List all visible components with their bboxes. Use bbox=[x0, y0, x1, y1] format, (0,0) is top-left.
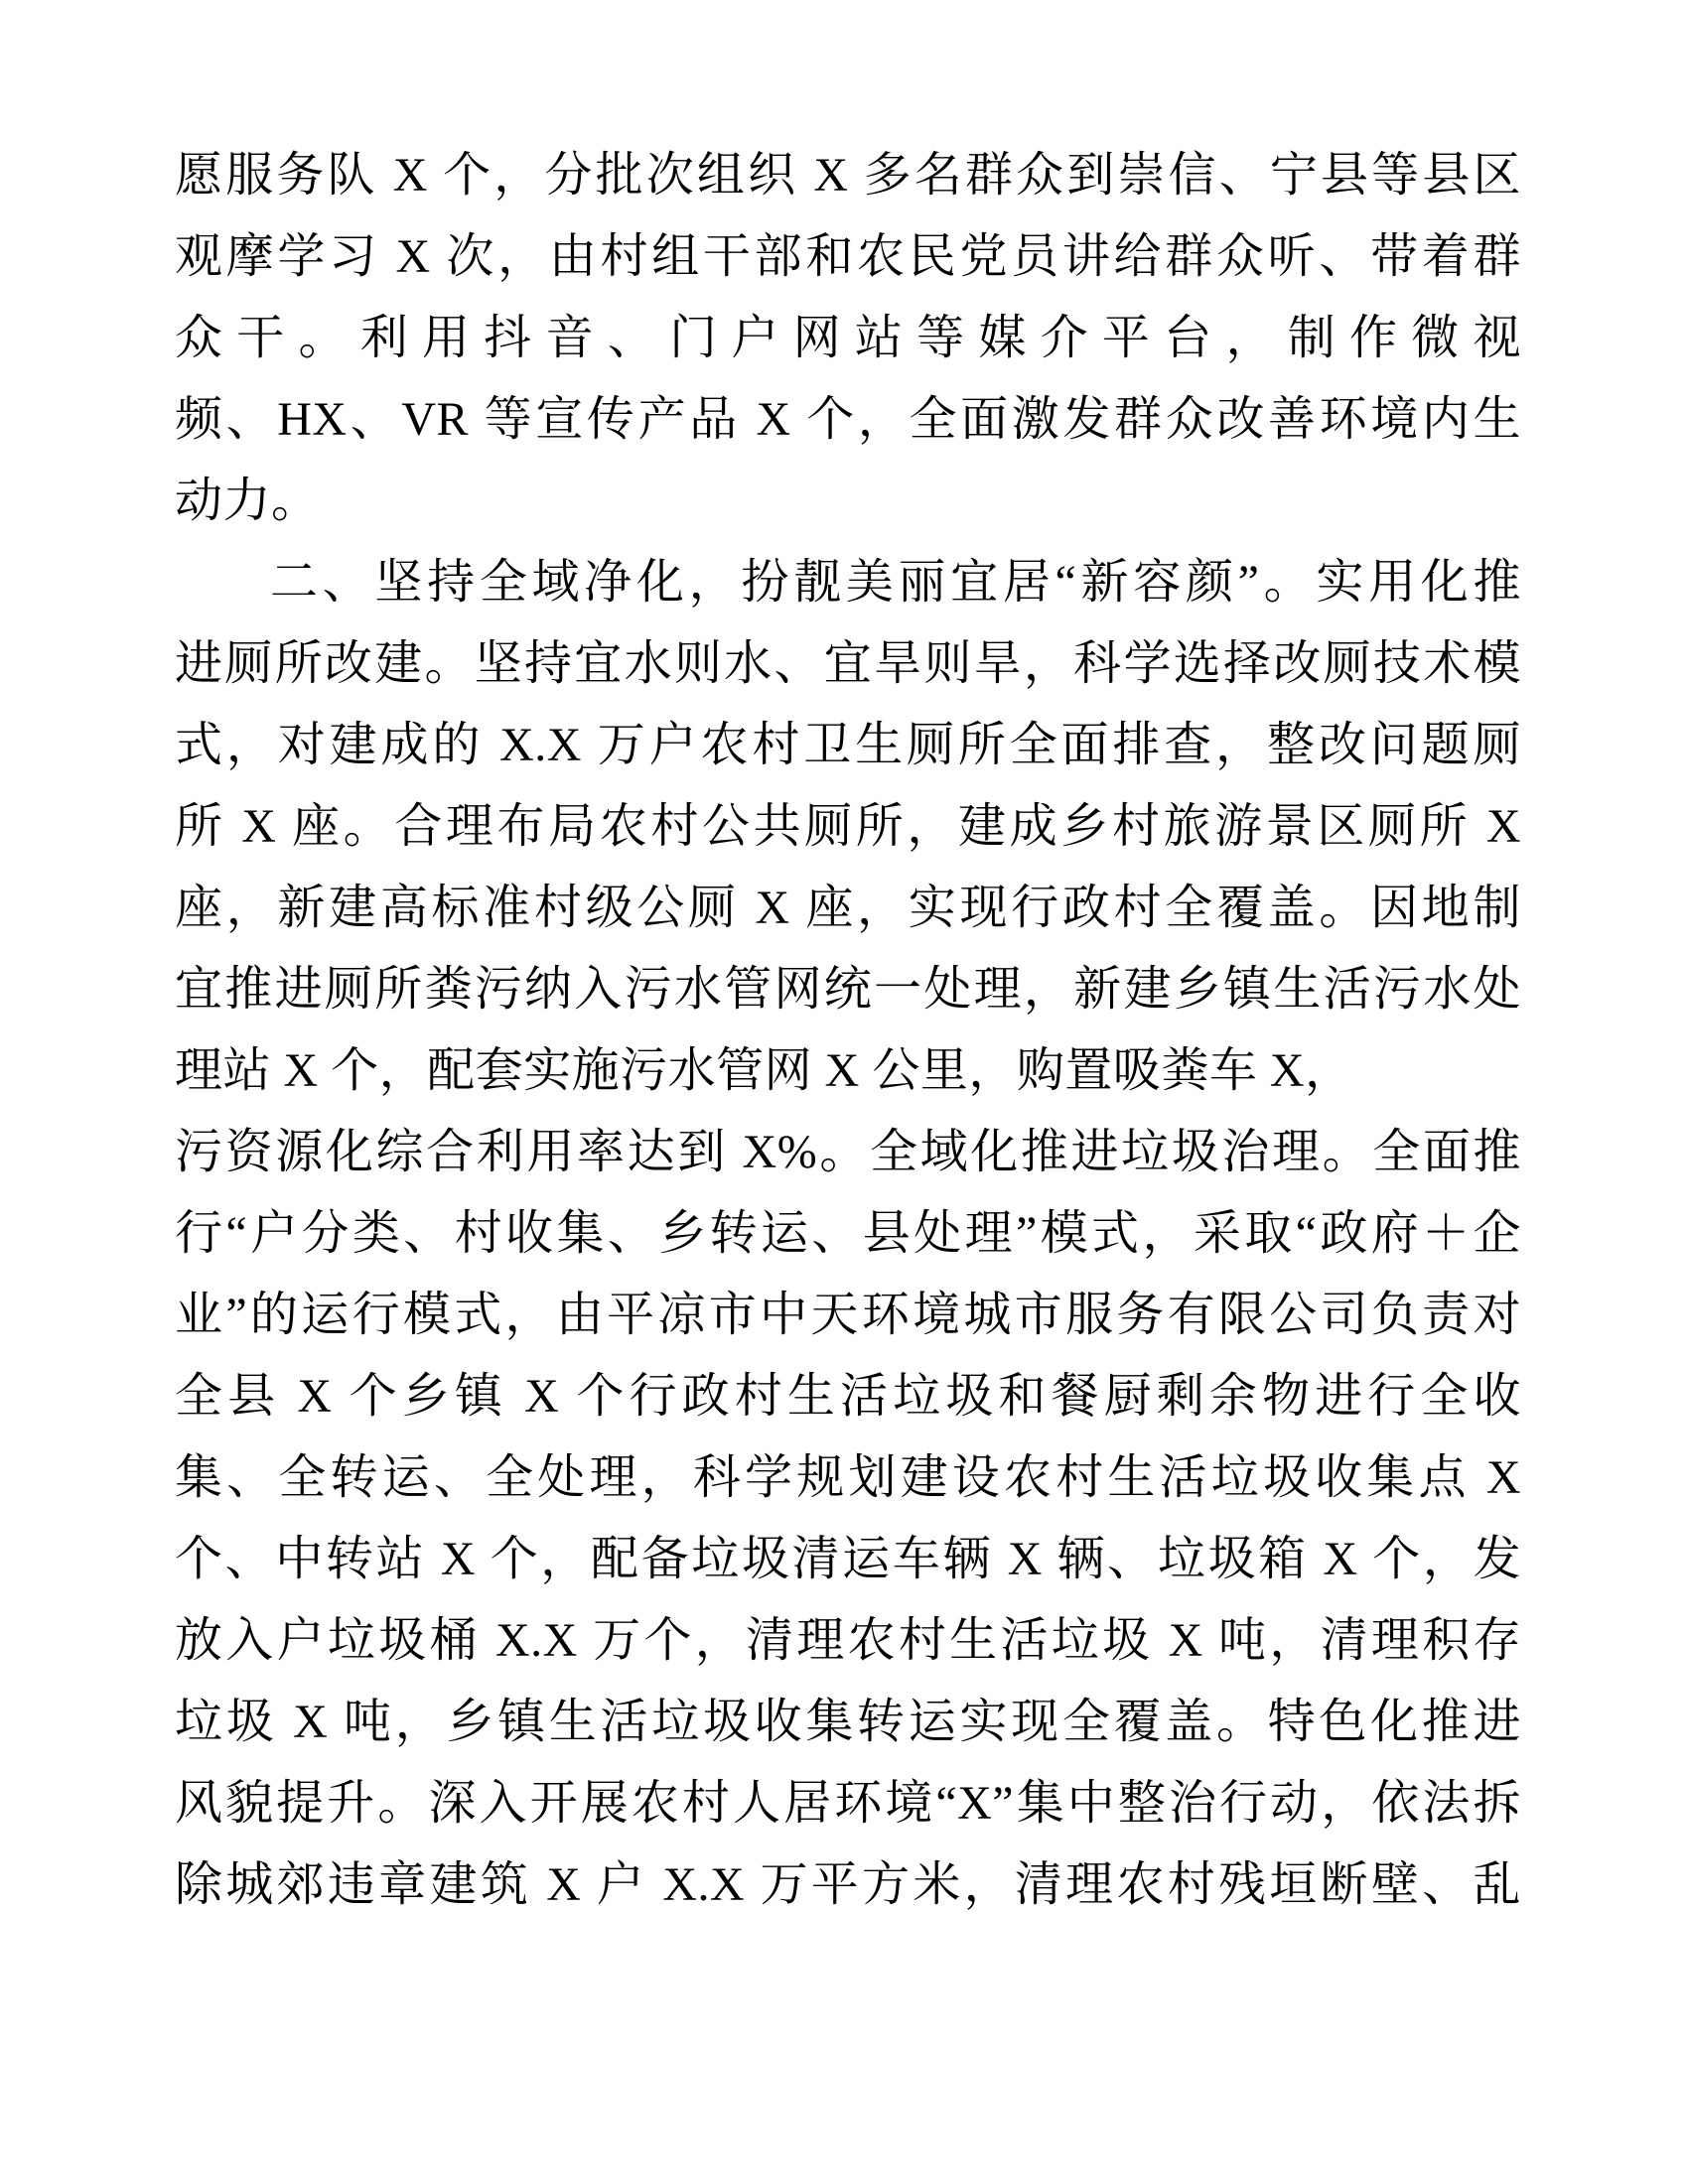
text-line: 座，新建高标准村级公厕 X 座，实现行政村全覆盖。因地制 bbox=[175, 882, 1521, 934]
text-line: 风貌提升。深入开展农村人居环境“X”集中整治行动，依法拆 bbox=[175, 1777, 1521, 1830]
text-line: 个、中转站 X 个，配备垃圾清运车辆 X 辆、垃圾箱 X 个，发 bbox=[175, 1533, 1521, 1585]
text-line: 二、坚持全域净化，扮靓美丽宜居“新容颜”。实用化推 bbox=[270, 556, 1521, 609]
text-line: 所 X 座。合理布局农村公共厕所，建成乡村旅游景区厕所 X bbox=[175, 800, 1521, 853]
text-line: 愿服务队 X 个，分批次组织 X 多名群众到崇信、宁县等县区 bbox=[175, 149, 1521, 202]
text-line: 众干。利用抖音、门户网站等媒介平台，制作微视 bbox=[175, 312, 1521, 364]
text-line: 宜推进厕所粪污纳入污水管网统一处理，新建乡镇生活污水处 bbox=[175, 963, 1521, 1016]
text-line: 全县 X 个乡镇 X 个行政村生活垃圾和餐厨剩余物进行全收 bbox=[175, 1370, 1521, 1423]
text-line: 动力。 bbox=[175, 475, 320, 527]
text-line: 频、HX、VR 等宣传产品 X 个，全面激发群众改善环境内生 bbox=[175, 393, 1521, 446]
text-line: 业”的运行模式，由平凉市中天环境城市服务有限公司负责对 bbox=[175, 1289, 1521, 1341]
paragraph bbox=[175, 542, 1521, 1926]
document-body bbox=[175, 135, 1521, 1926]
text-line: 行“户分类、村收集、乡转运、县处理”模式，采取“政府＋企 bbox=[175, 1207, 1521, 1260]
text-line: 除城郊违章建筑 X 户 X.X 万平方米，清理农村残垣断壁、乱 bbox=[175, 1858, 1521, 1911]
text-line: 放入户垃圾桶 X.X 万个，清理农村生活垃圾 X 吨，清理积存 bbox=[175, 1614, 1521, 1667]
paragraph bbox=[175, 135, 1521, 542]
text-line: 进厕所改建。坚持宜水则水、宜旱则旱，科学选择改厕技术模 bbox=[175, 637, 1521, 690]
text-line: 理站 X 个，配套实施污水管网 X 公里，购置吸粪车 X， bbox=[175, 1044, 1353, 1097]
text-line: 式，对建成的 X.X 万户农村卫生厕所全面排查，整改问题厕 bbox=[175, 719, 1521, 771]
text-line: 污资源化综合利用率达到 X%。全域化推进垃圾治理。全面推 bbox=[175, 1126, 1521, 1178]
text-line: 观摩学习 X 次，由村组干部和农民党员讲给群众听、带着群 bbox=[175, 230, 1521, 283]
text-line: 集、全转运、全处理，科学规划建设农村生活垃圾收集点 X bbox=[175, 1451, 1521, 1504]
text-line: 垃圾 X 吨，乡镇生活垃圾收集转运实现全覆盖。特色化推进 bbox=[175, 1696, 1521, 1748]
